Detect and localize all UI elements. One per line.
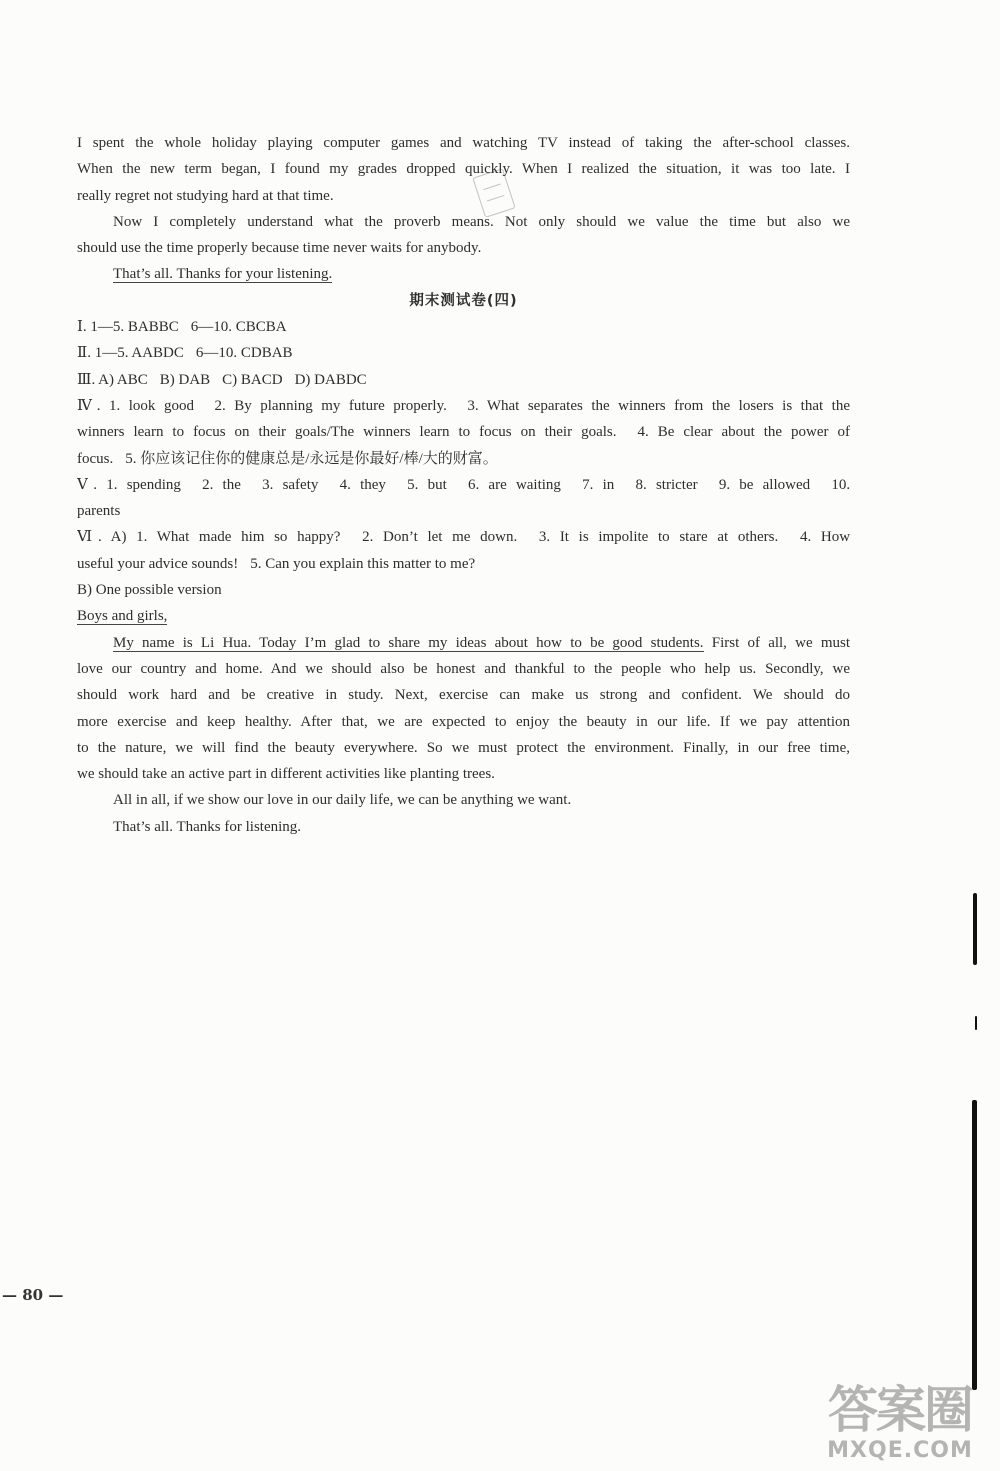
answer-item: Ⅴ. 1. spending	[77, 476, 181, 493]
answer-item: B) DAB	[159, 371, 211, 388]
answer-item: 7. in	[582, 476, 615, 493]
section-title: 期末测试卷(四)	[409, 292, 518, 309]
sample-essay-line	[77, 630, 850, 656]
greeting-text: Boys and girls,	[77, 608, 168, 625]
answer-part-4-line	[77, 419, 850, 445]
essay-line: Now I completely understand what the proverb means. Not only should we value the time but also we	[113, 213, 850, 230]
scan-edge-mark	[973, 893, 977, 965]
answer-item: 2. the	[202, 476, 241, 493]
answer-item: Ⅲ. A) ABC	[77, 371, 148, 388]
scan-edge-mark	[975, 1016, 977, 1030]
answer-item: 5. Can you explain this matter to me?	[250, 555, 476, 572]
page-number: — 80 —	[2, 1286, 64, 1304]
essay-closing-text: That’s all. Thanks for your listening.	[113, 266, 333, 283]
answer-item: useful your advice sounds!	[77, 555, 239, 572]
essay-line: should use the time properly because time never waits for anybody.	[77, 240, 482, 257]
answer-item: Ⅵ. A) 1. What made him so happy?	[77, 529, 341, 546]
answer-part-4-line	[77, 446, 850, 472]
underlined-sentence: My name is Li Hua. Today I’m glad to share my ideas about how to be good students.	[113, 634, 704, 651]
answer-item: 2. Don’t let me down.	[362, 529, 518, 546]
answer-item: 5. but	[407, 476, 447, 493]
answer-item: winners learn to focus on their goals/The winners learn to focus on their goals.	[77, 424, 617, 441]
answer-item: 4. Be clear about the power of	[637, 424, 850, 441]
answer-item: 3. safety	[262, 476, 319, 493]
answer-part-6-b-label: B) One possible version	[77, 582, 222, 599]
essay-line: When the new term began, I found my grades dropped quickly. When I realized the situation, it was too late. I	[77, 161, 850, 178]
essay-line: really regret not studying hard at that time.	[77, 187, 334, 204]
sample-essay-line: love our country and home. And we should also be honest and thankful to the people who help us. Secondly, we	[77, 660, 850, 677]
watermark-logo-text: 答案圈	[828, 1381, 972, 1439]
answer-part-4-line	[77, 393, 850, 419]
sample-essay-line: to the nature, we will find the beauty everywhere. So we must protect the environment. Finally, in our free time,	[77, 739, 850, 756]
answer-item: C) BACD	[222, 371, 283, 388]
watermark-logo	[810, 1381, 990, 1463]
answer-text-block	[77, 130, 850, 840]
sample-essay-line: more exercise and keep healthy. After that, we are expected to enjoy the beauty in our life. If we pay attention	[77, 713, 850, 730]
sample-essay-line: should work hard and be creative in study. Next, exercise can make us strong and confident. We should do	[77, 687, 850, 704]
answer-item: 8. stricter	[635, 476, 698, 493]
answer-item: focus.	[77, 450, 114, 467]
essay-closing	[77, 261, 850, 287]
answer-part-1	[77, 314, 850, 340]
answer-item: 10.	[831, 476, 850, 493]
answer-part-2	[77, 340, 850, 366]
answer-item: 3. It is impolite to stare at others.	[538, 529, 779, 546]
answer-item: 5. 你应该记住你的健康总是/永远是你最好/棒/大的财富。	[125, 450, 498, 467]
answer-item: Ⅱ. 1—5. AABDC	[77, 345, 184, 362]
answer-item: 6. are waiting	[467, 476, 561, 493]
scan-edge-mark	[972, 1100, 977, 1390]
sample-essay-greeting	[77, 603, 850, 629]
answer-item: Ⅰ. 1—5. BABBC	[77, 319, 179, 336]
sample-essay-paragraph-2: All in all, if we show our love in our daily life, we can be anything we want.	[113, 792, 572, 809]
answer-part-5-line	[77, 472, 850, 498]
answer-item: 2. By planning my future properly.	[214, 397, 447, 414]
answer-part-5-line: parents	[77, 503, 121, 520]
watermark-site-text: MXQE.COM	[827, 1438, 973, 1463]
answer-item: 4. they	[339, 476, 386, 493]
answer-item: D) DABDC	[294, 371, 367, 388]
sample-essay-closing: That’s all. Thanks for listening.	[113, 818, 302, 835]
answer-item: 9. be allowed	[718, 476, 811, 493]
sentence-rest: First of all, we must	[711, 634, 850, 651]
sample-essay-line: we should take an active part in different activities like planting trees.	[77, 766, 495, 783]
answer-item: 6—10. CBCBA	[190, 319, 287, 336]
answer-part-3	[77, 367, 850, 393]
answer-part-6-line	[77, 551, 850, 577]
answer-part-6-line	[77, 524, 850, 550]
answer-item: Ⅳ. 1. look good	[77, 397, 194, 414]
answer-item: 3. What separates the winners from the losers is that the	[467, 397, 850, 414]
answer-item: 6—10. CDBAB	[195, 345, 293, 362]
answer-item: 4. How	[799, 529, 850, 546]
essay-line: I spent the whole holiday playing computer games and watching TV instead of taking the after-school classes.	[77, 135, 850, 151]
